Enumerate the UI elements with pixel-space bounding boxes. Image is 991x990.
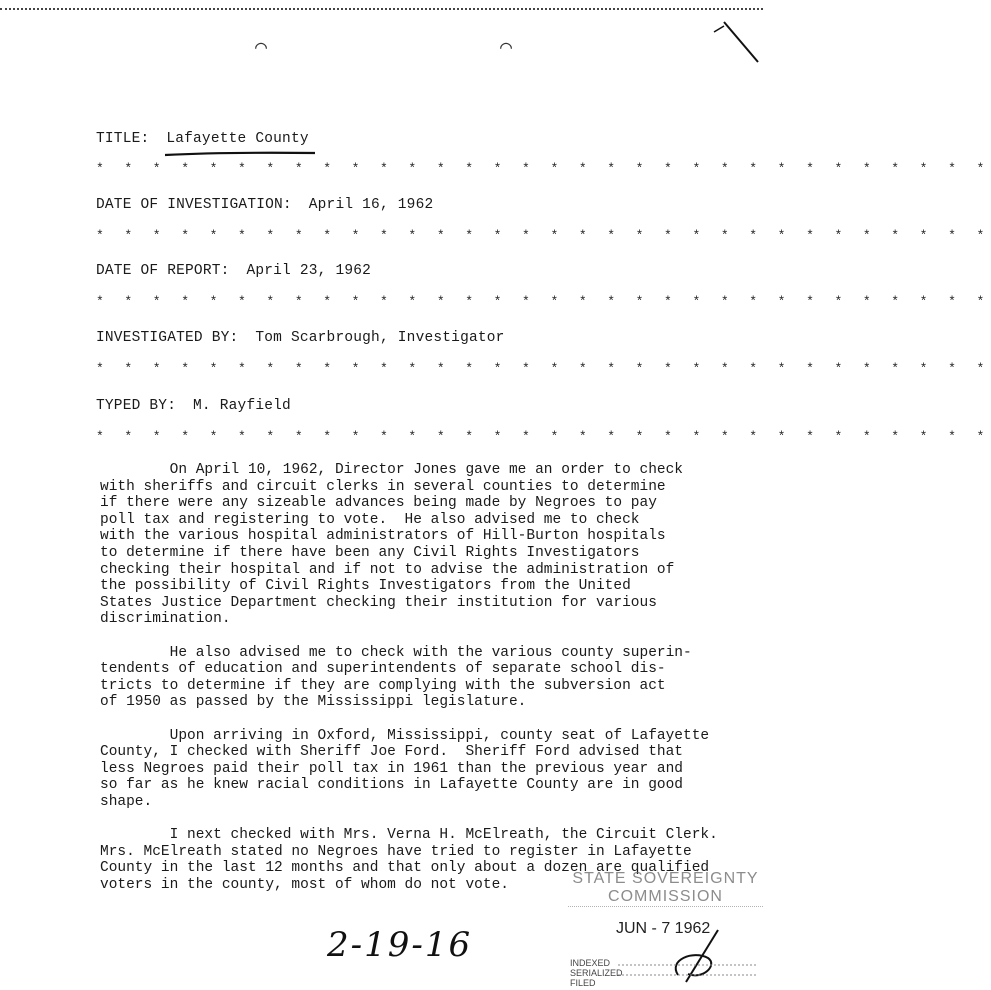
stamp-date: JUN - 7 1962 [616,920,711,937]
investigated-by-label: INVESTIGATED BY: [96,330,239,346]
date-investigation-label: DATE OF INVESTIGATION: [96,197,292,213]
stamp-serialized: SERIALIZED [570,968,623,978]
star-divider: * * * * * * * * * * * * * * * * * * * * * * * * * * * * * * * * [96,228,991,243]
title-value: Lafayette County [166,131,309,147]
pen-stroke-mark [722,18,762,68]
date-report-value: April 23, 1962 [246,263,372,279]
title-line [96,131,309,147]
typed-by-label: TYPED BY: [96,398,177,414]
investigated-by-value: Tom Scarbrough, Investigator [255,330,505,346]
stamp-indexed: INDEXED [570,958,611,968]
commission-stamp [568,870,763,990]
handwritten-file-number: 2-19-16 [327,925,473,965]
star-divider: * * * * * * * * * * * * * * * * * * * * * * * * * * * * * * * * [96,294,991,309]
stamp-signature-scribble [568,930,763,990]
date-investigation-line [96,197,433,213]
star-divider: * * * * * * * * * * * * * * * * * * * * * * * * * * * * * * * * [96,161,991,176]
typed-by-line [96,398,291,414]
date-investigation-value: April 16, 1962 [308,197,434,213]
paragraph: He also advised me to check with the various county superin- tendents of education and superintendents of separate school dis- tricts to determine if they are complying with the subversion act of 1950 as passed by the Mississippi legislature. [100,644,692,711]
paragraph: On April 10, 1962, Director Jones gave me an order to check with sheriffs and circuit clerks in several counties to determine if there were any sizeable advances being made by Negroes to pay poll tax and registering to vote. He also advised me to check with the various hospital administrators of Hill-Burton hospitals to determine if there have been any Civil Rights Investigators checking their hospital and if not to advise the administration of the possibility of Civil Rights Investigators from the United States Justice Department checking their institution for various discrimination. [100,462,684,628]
title-label: TITLE: [96,131,150,147]
date-report-label: DATE OF REPORT: [96,263,230,279]
top-dotted-border [0,0,763,10]
stamp-filed: FILED [570,978,596,988]
star-divider: * * * * * * * * * * * * * * * * * * * * * * * * * * * * * * * * [96,361,991,376]
hole-punch-mark: ⌒ [255,37,268,60]
paragraph: Upon arriving in Oxford, Mississippi, county seat of Lafayette County, I checked with Sheriff Joe Ford. Sheriff Ford advised that less Negroes paid their poll tax in 1961 than the previous year and so far as he knew racial conditions in Lafayette County are in good shape. [100,727,710,810]
stamp-heading: STATE SOVEREIGNTY COMMISSION [568,870,763,907]
hole-punch-mark: ⌒ [500,37,513,60]
typed-by-value: M. Rayfield [193,398,291,414]
star-divider: * * * * * * * * * * * * * * * * * * * * * * * * * * * * * * * * [96,429,991,444]
title-underline [165,150,315,158]
paragraph: I next checked with Mrs. Verna H. McElreath, the Circuit Clerk. Mrs. McElreath stated no Negroes have tried to register in Lafayette County in the last 12 months and that only about a dozen are qualified voters in the county, most of whom do not vote. [100,827,718,893]
investigated-by-line [96,330,505,346]
report-body [100,462,740,910]
date-report-line [96,263,371,279]
